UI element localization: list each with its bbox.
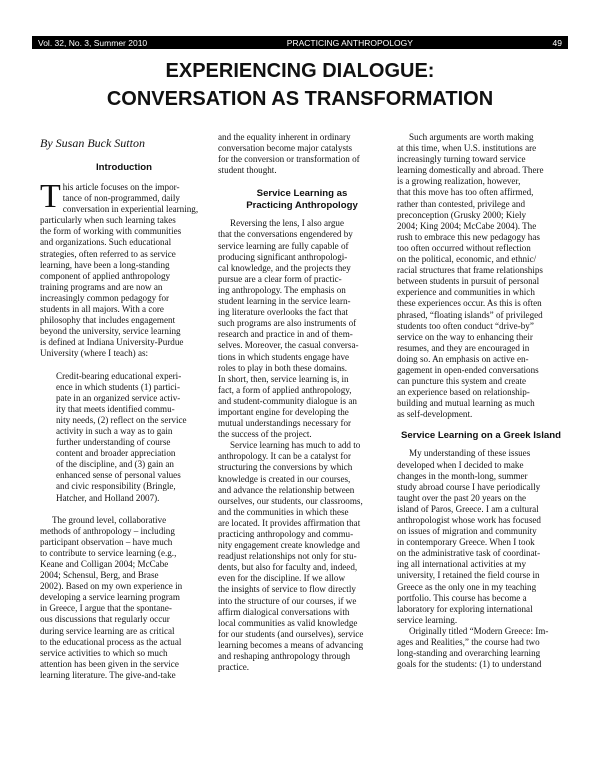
paragraph	[397, 448, 565, 626]
text-line: service on the way to enhancing their	[397, 331, 533, 342]
text-line: local communities as valid knowledge	[218, 617, 358, 628]
article-title-line-2: CONVERSATION AS TRANSFORMATION	[106, 88, 494, 110]
section-heading-greek-island: Service Learning on a Greek Island	[401, 430, 561, 442]
text-line: even for the discipline. If we allow	[218, 573, 346, 584]
text-line: ing all international activities at my	[397, 559, 527, 570]
text-line: building and mutual learning as much	[397, 398, 535, 409]
text-line: strategies, often referred to as service	[40, 248, 176, 259]
text-line: ity that meets identified commu-	[56, 403, 175, 414]
text-line: ing anthropology. The emphasis on	[218, 284, 346, 295]
text-line: the success of the project.	[218, 429, 312, 440]
text-line: practicing anthropology and commu-	[218, 529, 354, 539]
text-line: tance of non-programmed, daily	[62, 193, 180, 204]
text-line: nity needs, (2) reflect on the service	[56, 414, 187, 425]
text-line: that the conversations engendered by	[218, 229, 353, 240]
paragraph-continued	[218, 132, 386, 176]
text-line: mutual understandings necessary for	[218, 418, 352, 429]
journal-name: PRACTICING ANTHROPOLOGY	[286, 37, 413, 48]
text-line: and organizations. Such educational	[40, 237, 172, 248]
text-line: 2004; Schensul, Berg, and Brase	[40, 570, 159, 581]
text-line: at this time, when U.S. institutions are	[397, 143, 537, 154]
text-line: taught over the past 20 years on the	[397, 492, 527, 503]
block-quote	[40, 371, 208, 504]
text-line: for our students (and ourselves), service	[218, 628, 364, 639]
text-line: Credit-bearing educational experi-	[56, 370, 182, 381]
text-line: his article focuses on the impor-	[62, 182, 180, 192]
text-line: in contemporary Greece. When I took	[397, 537, 535, 548]
text-line: knowledge is created in our courses,	[218, 473, 351, 484]
text-line: phrased, “floating islands” of privileged	[397, 309, 543, 320]
author-byline: By Susan Buck Sutton	[40, 136, 145, 150]
text-line: learning literature. The give-and-take	[40, 669, 176, 680]
running-header	[32, 36, 568, 49]
text-line: developing a service learning program	[40, 592, 180, 603]
text-line: laboratory for exploring international	[397, 603, 533, 614]
text-line: these experiences occur. As this is often	[397, 298, 542, 309]
text-line: student thought.	[218, 165, 277, 176]
text-line: portfolio. This course has become a	[397, 592, 527, 603]
text-line: producing significant anthropologi-	[218, 251, 348, 262]
text-line: to contribute to service learning (e.g.,	[40, 547, 177, 558]
text-line: resumes, and they are encouraged in	[397, 342, 530, 353]
text-line: to the educational process as the actual	[40, 636, 182, 647]
section-heading-practicing	[218, 188, 386, 212]
text-line: Reversing the lens, I also argue	[230, 218, 344, 229]
text-line: participant observation – have much	[40, 536, 173, 547]
text-line: student learning in the service learn-	[218, 296, 351, 307]
text-line: for the conversion or transformation of	[218, 154, 360, 165]
text-line: and student-community dialogue is an	[218, 395, 357, 406]
text-line: between students in pursuit of personal	[397, 276, 540, 287]
text-line: practice.	[218, 662, 250, 673]
text-line: and advance the relationship between	[218, 484, 355, 495]
text-line: The ground level, collaborative	[52, 514, 167, 525]
text-line: gagement in open-ended conversations	[397, 364, 539, 375]
text-line: increasingly turning toward service	[397, 154, 526, 165]
text-line: increasingly common pedagogy for	[40, 292, 170, 303]
text-line: during service learning are as critical	[40, 625, 175, 636]
text-line: conversation become major catalysts	[218, 143, 353, 154]
text-line: and civic responsibility (Bringle,	[56, 481, 176, 492]
text-line: rush to embrace this new pedagogy has	[397, 231, 540, 242]
text-line: anthropologist whose work has focused	[397, 515, 541, 525]
text-line: developed when I decided to make	[397, 459, 524, 470]
text-line: enhanced sense of personal values	[56, 470, 181, 481]
text-line: affirm dialogical conversations with	[218, 606, 350, 617]
text-line: on the administrative task of coordinat-	[397, 548, 541, 559]
text-line: students in all majors. With a core	[40, 304, 164, 315]
text-line: ous discussions that regularly occur	[40, 614, 170, 625]
text-line: Practicing Anthropology	[246, 200, 358, 212]
text-line: activity in such a way as to gain	[56, 425, 173, 436]
text-line: methods of anthropology – including	[40, 525, 175, 536]
text-line: content and broader appreciation	[56, 448, 176, 459]
paragraph	[40, 515, 208, 681]
text-line: learning domestically and abroad. There	[397, 165, 544, 176]
text-line: changes in the month-long, summer	[397, 470, 528, 481]
text-line: are located. It provides affirmation that	[218, 517, 361, 528]
text-line: as self-development.	[397, 409, 473, 420]
column-2	[218, 132, 386, 673]
text-line: an experience based on relationship-	[397, 387, 530, 398]
text-line: goals for the students: (1) to understand	[397, 659, 542, 670]
paragraph	[218, 218, 386, 440]
text-line: important engine for developing the	[218, 406, 349, 417]
text-line: My understanding of these issues	[409, 448, 531, 459]
text-line: attention has been given in the service	[40, 658, 179, 669]
text-line: into the structure of our courses, if we	[218, 595, 357, 606]
text-line: the insights of service to flow directly	[218, 584, 356, 595]
text-line: training programs and are now an	[40, 281, 163, 292]
text-line: too often occurred without reflection	[397, 242, 531, 253]
intro-paragraph	[40, 178, 208, 360]
text-line: can puncture this system and create	[397, 376, 527, 387]
text-line: students too often conduct “drive-by”	[397, 320, 534, 331]
text-line: readjust relationships not only for stu-	[218, 551, 357, 562]
text-line: cal knowledge, and the projects they	[218, 262, 351, 273]
text-line: selves. Moreover, the casual conversa-	[218, 340, 359, 351]
text-line: is defined at Indiana University-Purdue	[40, 337, 184, 348]
text-line: and reshaping anthropology through	[218, 651, 351, 662]
paragraph	[397, 626, 565, 670]
text-line: Greece as the only one in my teaching	[397, 581, 537, 592]
text-line: long-standing and overarching learning	[397, 648, 541, 659]
text-line: the form of working with communities	[40, 226, 182, 237]
volume-info: Vol. 32, No. 3, Summer 2010	[38, 37, 148, 48]
text-line: conversation in experiential learning,	[62, 204, 199, 215]
text-line: further understanding of course	[56, 437, 171, 448]
text-line: ing literature overlooks the fact that	[218, 307, 349, 318]
text-line: particularly when such learning takes	[40, 215, 176, 226]
text-line: Keane and Colligan 2004; McCabe	[40, 559, 169, 569]
section-heading-introduction: Introduction	[96, 162, 152, 173]
text-line: pursue are a clear form of practic-	[218, 273, 342, 284]
text-line: Hatcher, and Holland 2007).	[56, 492, 160, 503]
text-line: doing so. An emphasis on active en-	[397, 353, 529, 364]
text-line: university, I retained the field course in	[397, 570, 540, 581]
text-line: and the communities in which these	[218, 506, 349, 517]
text-line: that this move has too often affirmed,	[397, 187, 534, 198]
text-line: rather than contested, privilege and	[397, 198, 526, 209]
text-line: anthropology. It can be a catalyst for	[218, 451, 351, 462]
text-line: component of applied anthropology	[40, 270, 171, 281]
article-title-line-1: EXPERIENCING DIALOGUE:	[165, 60, 435, 82]
text-line: such programs are also instruments of	[218, 318, 357, 329]
text-line: Such arguments are worth making	[409, 132, 534, 142]
text-line: nity engagement create knowledge and	[218, 540, 360, 551]
drop-cap: T	[40, 178, 61, 215]
text-line: preconception (Grusky 2000; Kiely	[397, 209, 527, 220]
text-line: island of Paros, Greece. I am a cultural	[397, 503, 539, 514]
text-line: service learning are fully capable of	[218, 240, 349, 251]
paragraph	[218, 440, 386, 673]
text-line: 2002). Based on my own experience in	[40, 581, 183, 592]
text-line: beyond the university, service learning	[40, 326, 181, 337]
text-line: racial structures that frame relationships	[397, 265, 543, 276]
text-line: study abroad course I have periodically	[397, 481, 541, 492]
text-line: learning, have been a long-standing	[40, 259, 170, 270]
text-line: fact, a form of applied anthropology,	[218, 384, 352, 395]
text-line: experience and communities in which	[397, 287, 535, 298]
text-line: Service Learning as	[256, 188, 348, 200]
text-line: University (where I teach) as:	[40, 348, 149, 359]
text-line: ence in which students (1) partici-	[56, 381, 180, 392]
text-line: roles to play in both these domains.	[218, 362, 348, 373]
text-line: is a growing realization, however,	[397, 176, 521, 187]
text-line: on the political, economic, and ethnic/	[397, 254, 537, 265]
text-line: dents, but also for faculty and, indeed,	[218, 562, 358, 573]
text-line: on issues of migration and community	[397, 526, 537, 537]
text-line: ourselves, our students, our classrooms,	[218, 495, 363, 506]
text-line: research and practice in and of them-	[218, 329, 353, 340]
text-line: in Greece, I argue that the spontane-	[40, 603, 172, 614]
text-line: structuring the conversions by which	[218, 462, 353, 473]
text-line: Service learning has much to add to	[230, 440, 361, 451]
text-line: of the discipline, and (3) gain an	[56, 459, 174, 470]
text-line: In short, then, service learning is, in	[218, 373, 349, 384]
page-number: 49	[552, 37, 562, 48]
text-line: Originally titled “Modern Greece: Im-	[409, 625, 549, 636]
column-1	[40, 132, 208, 681]
text-line: service activities to which so much	[40, 647, 168, 658]
text-line: philosophy that includes engagement	[40, 315, 176, 326]
text-line: pate in an organized service activ-	[56, 392, 181, 403]
text-line: service learning.	[397, 614, 458, 625]
text-line: ages and Realities,” the course had two	[397, 637, 540, 648]
paragraph	[397, 132, 565, 420]
text-line: tions in which students engage have	[218, 351, 350, 362]
column-3	[397, 132, 565, 670]
text-line: and the equality inherent in ordinary	[218, 132, 351, 142]
text-line: learning becomes a means of advancing	[218, 639, 364, 650]
text-line: 2004; King 2004; McCabe 2004). The	[397, 220, 537, 231]
